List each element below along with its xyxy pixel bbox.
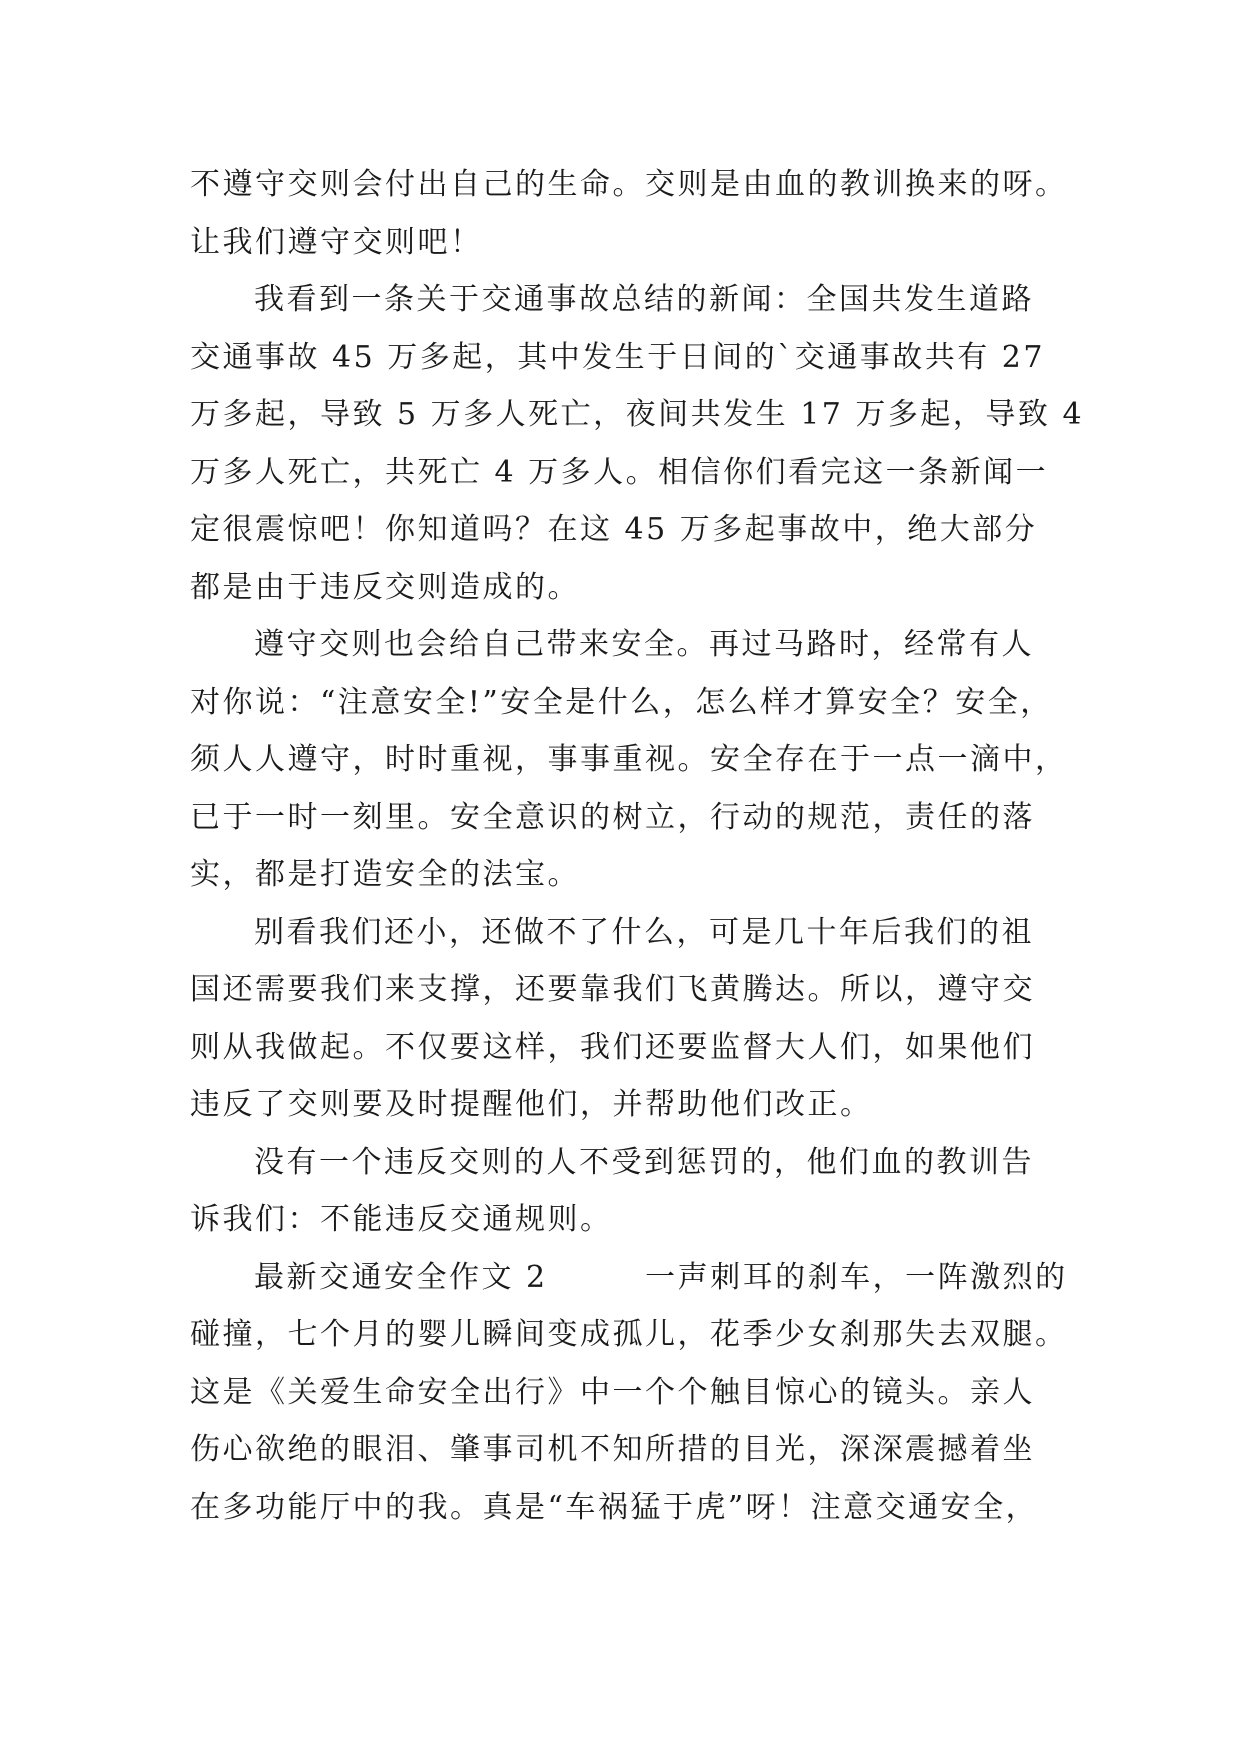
- text-line: 国还需要我们来支撑，还要靠我们飞黄腾达。所以，遵守交: [190, 972, 1035, 1007]
- text-line: 让我们遵守交则吧！: [190, 224, 483, 260]
- text-line: 实，都是打造安全的法宝。: [190, 857, 580, 892]
- text-line: 在多功能厅中的我。真是“车祸猛于虎”呀！注意交通安全，: [190, 1489, 1039, 1525]
- essay-text: [190, 156, 1090, 1536]
- text-line: 诉我们：不能违反交通规则。: [190, 1202, 613, 1237]
- text-line: 都是由于违反交则造成的。: [190, 569, 580, 605]
- text-line: 定很震惊吧！你知道吗？在这 45 万多起事故中，绝大部分: [190, 512, 1038, 547]
- text-line: 我看到一条关于交通事故总结的新闻：全国共发生道路: [254, 282, 1034, 317]
- text-line: 违反了交则要及时提醒他们，并帮助他们改正。: [190, 1087, 873, 1122]
- text-line: 已于一时一刻里。安全意识的树立，行动的规范，责任的落: [190, 799, 1035, 835]
- text-line: 这是《关爱生命安全出行》中一个个触目惊心的镜头。亲人: [190, 1374, 1035, 1410]
- text-line: 须人人遵守，时时重视，事事重视。安全存在于一点一滴中，: [190, 742, 1068, 777]
- text-line: 对你说：“注意安全!”安全是什么，怎么样才算安全？安全，: [190, 684, 1053, 720]
- text-line: 则从我做起。不仅要这样，我们还要监督大人们，如果他们: [190, 1029, 1035, 1065]
- text-line: 交通事故 45 万多起，其中发生于日间的`交通事故共有 27: [190, 339, 1045, 375]
- text-line: 遵守交则也会给自己带来安全。再过马路时，经常有人: [254, 627, 1034, 662]
- text-line: 碰撞，七个月的婴儿瞬间变成孤儿，花季少女刹那失去双腿。: [190, 1317, 1068, 1352]
- text-line: 万多人死亡，共死亡 4 万多人。相信你们看完这一条新闻一: [190, 454, 1049, 490]
- text-line: 伤心欲绝的眼泪、肇事司机不知所措的目光，深深震撼着坐: [190, 1432, 1035, 1467]
- text-line: 没有一个违反交则的人不受到惩罚的，他们血的教训告: [254, 1144, 1034, 1180]
- text-line: 不遵守交则会付出自己的生命。交则是由血的教训换来的呀。: [190, 167, 1068, 202]
- text-line: 最新交通安全作文 2 一声刺耳的刹车，一阵激烈的: [254, 1259, 1068, 1295]
- text-line: 别看我们还小，还做不了什么，可是几十年后我们的祖: [254, 914, 1034, 950]
- text-line: 万多起，导致 5 万多人死亡，夜间共发生 17 万多起，导致 4: [190, 397, 1085, 432]
